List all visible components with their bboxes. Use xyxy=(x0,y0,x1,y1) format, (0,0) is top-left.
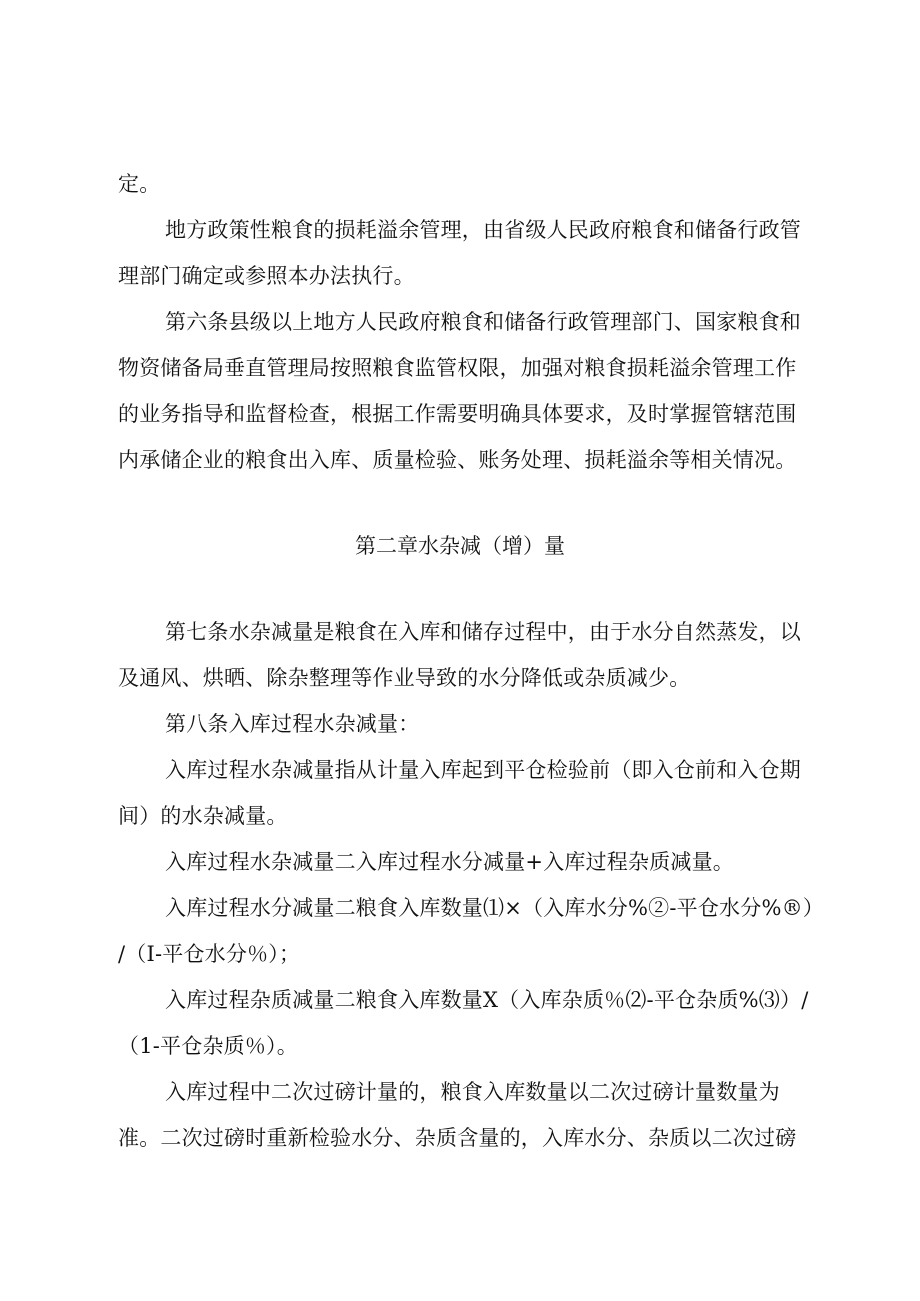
body-line: 地方政策性粮食的损耗溢余管理，由省级人民政府粮食和储备行政管 xyxy=(165,218,801,242)
body-line: 理部门确定或参照本办法执行。 xyxy=(118,264,415,288)
body-line: /（I-平仓水分％）； xyxy=(118,942,301,966)
body-line: 入库过程杂质减量二粮食入库数量X（入库杂质％⑵-平仓杂质%⑶）/ xyxy=(165,988,809,1012)
body-line: 及通风、烘晒、除杂整理等作业导致的水分降低或杂质减少。 xyxy=(118,666,691,690)
body-line: 准。二次过磅时重新检验水分、杂质含量的，入库水分、杂质以二次过磅 xyxy=(118,1126,797,1150)
body-line: 间）的水杂减量。 xyxy=(118,804,288,828)
body-line: 的业务指导和监督检查，根据工作需要明确具体要求，及时掌握管辖范围 xyxy=(118,402,797,426)
body-line: 物资储备局垂直管理局按照粮食监管权限，加强对粮食损耗溢余管理工作 xyxy=(118,356,797,380)
body-line: 入库过程中二次过磅计量的，粮食入库数量以二次过磅计量数量为 xyxy=(165,1080,780,1104)
chapter-heading: 第二章水杂减（增）量 xyxy=(355,534,565,558)
body-line: 定。 xyxy=(118,172,161,196)
body-line: 第七条水杂减量是粮食在入库和储存过程中，由于水分自然蒸发，以 xyxy=(165,620,801,644)
body-line: （1-平仓杂质％）。 xyxy=(118,1034,298,1058)
body-line: 第八条入库过程水杂减量： xyxy=(165,712,420,736)
body-line: 内承储企业的粮食出入库、质量检验、账务处理、损耗溢余等相关情况。 xyxy=(118,448,797,472)
body-line: 入库过程水分减量二粮食入库数量⑴×（入库水分%②-平仓水分%®） xyxy=(165,896,824,920)
body-line: 入库过程水杂减量指从计量入库起到平仓检验前（即入仓前和入仓期 xyxy=(165,758,801,782)
body-line: 第六条县级以上地方人民政府粮食和储备行政管理部门、国家粮食和 xyxy=(165,310,801,334)
body-line: 入库过程水杂减量二入库过程水分减量+入库过程杂质减量。 xyxy=(165,850,734,874)
